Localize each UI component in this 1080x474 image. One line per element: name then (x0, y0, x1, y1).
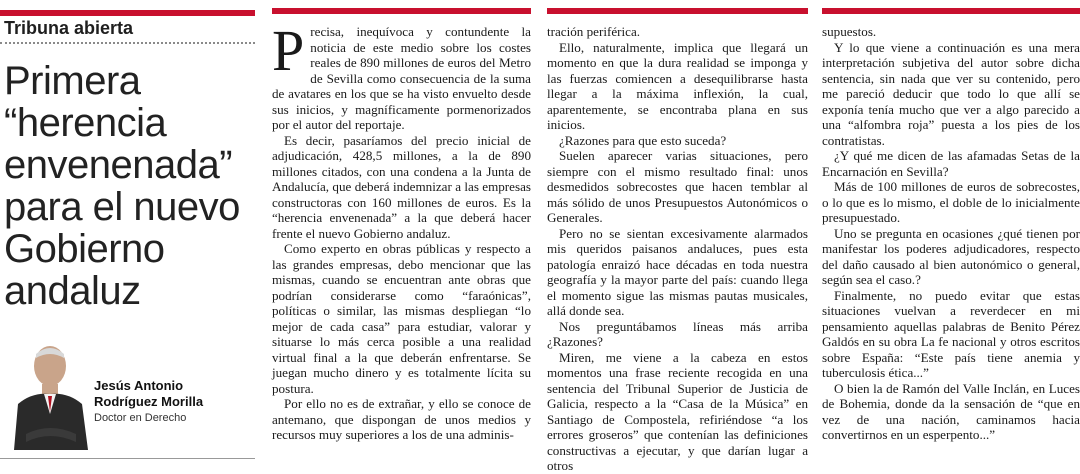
paragraph (272, 18, 531, 133)
paragraph: Nos preguntábamos líneas más arriba ¿Razones? (547, 318, 808, 349)
paragraph: Más de 100 millones de euros de sobrecostes, o lo que es lo mismo, el doble de lo inicialmente presupuestado. (822, 179, 1080, 225)
author-role: Doctor en Derecho (94, 412, 187, 424)
paragraph: Como experto en obras públicas y respecto a las grandes empresas, debo mencionar que las mismas, cuando se encuentran ante obras que podrían considerarse como “faraónicas”, políticas o similar, las mismas despliegan “lo mejor de cada casa” para estudiar, valorar y situarse lo más cerca posible a una realidad virtual final a la que deberán enfrentarse. Se juegan mucho dinero y es totalmente lícita su postura. (272, 241, 531, 396)
column-bar (272, 8, 531, 14)
headline-line: para el nuevo (4, 185, 240, 229)
paragraph: ¿Razones para que esto suceda? (559, 132, 727, 148)
paragraph: O bien la de Ramón del Valle Inclán, en Luces de Bohemia, donde da la sensación de “que en vez de una nación, caminamos hacia convertirnos en un esperpento...” (822, 380, 1080, 442)
headline-line: “herencia (4, 101, 167, 145)
paragraph: ¿Y qué me dicen de las afamadas Setas de la Encarnación en Sevilla? (822, 148, 1080, 179)
paragraph: Por ello no es de extrañar, y ello se conoce de antemano, que dispongan de unos medios y recursos muy superiores a los de una adminis- (272, 396, 531, 442)
paragraph: tración periférica. (547, 24, 641, 39)
dotted-divider (0, 42, 255, 44)
paragraph: Suelen aparecer varias situaciones, pero siempre con el mismo resultado final: unos desmedidos sobrecostes que hacen temblar al más sólido de unos Presupuestos Autonómicos o Generales. (547, 148, 808, 225)
paragraph: Es decir, pasaríamos del precio inicial de adjudicación, 428,5 millones, a la de 890 millones citados, con una condena a la Junta de Andalucía, que deberá indemnizar a las empresas constructoras con 160 millones de euros. Es la “herencia envenenada” a la que deberá hacer frente el nuevo Gobierno andaluz. (272, 132, 531, 241)
author-photo (12, 338, 90, 450)
paragraph: Y lo que viene a continuación es una mera interpretación subjetiva del autor sobre dicha sentencia, sin nada que ver su contenido, pero me pareció deducir que todo lo que allí se exponía tenía mucho que ver a algo parecido a una “alfombra roja” puesta a los pies de los contratistas. (822, 39, 1080, 148)
paragraph: Ello, naturalmente, implica que llegará un momento en que la dura realidad se imponga y las fuerzas comiencen a desequilibrarse hasta llegar a la máxima inflexión, la cual, aparentemente, se encontraba plana en sus inicios. (547, 39, 808, 132)
article-column-3 (822, 0, 1080, 467)
column-bar (547, 8, 808, 14)
paragraph: Pero no se sientan excesivamente alarmados mis queridos paisanos andaluces, pues esta patología enraizó hace décadas en toda nuestra geografía y la mayor parte del país: cuando llega el momento sigue las mismas pautas musicales, allá donde sea. (547, 225, 808, 318)
article-column-2 (547, 0, 808, 473)
paragraph: supuestos. (822, 24, 877, 39)
paragraph: Finalmente, no puedo evitar que estas situaciones vuelvan a reverdecer en mi pensamiento aquellas palabras de Benito Pérez Galdós en su obra La fe nacional y otros escritos sobre España: “Este país tiene anemia y tuberculosis ética...” (822, 287, 1080, 380)
column-text (272, 18, 531, 443)
headline (4, 60, 254, 312)
section-label: Tribuna abierta (4, 18, 134, 38)
column-text (547, 24, 808, 474)
section-bar (0, 10, 255, 16)
column-text (822, 24, 1080, 443)
headline-line: andaluz (4, 269, 141, 313)
paragraph-text: recisa, inequívoca y contundente la noticia de este medio sobre los costes reales de 890 millones de euros del Metro de Sevilla como consecuencia de la suma de avatares en los que se ha visto envuelto desde sus inicios, y magníficamente pormenorizados por el autor del reportaje. (272, 24, 531, 132)
paragraph: Uno se pregunta en ocasiones ¿qué tienen por manifestar los poderes adjudicadores, respecto del daño causado al bien autonómico o general, según sea el caso.? (822, 225, 1080, 287)
headline-line: Primera (4, 59, 141, 103)
article-column-1 (272, 0, 531, 467)
author-name-line: Jesús Antonio (94, 378, 184, 393)
headline-line: Gobierno (4, 227, 165, 271)
headline-line: envenenada” (4, 143, 233, 187)
left-panel (0, 0, 255, 467)
author-name-line: Rodríguez Morilla (94, 394, 204, 409)
bottom-rule (0, 458, 255, 459)
paragraph: Miren, me viene a la cabeza en estos momentos una frase reciente recogida en una sentencia del Tribunal Superior de Justicia de Galicia, respecto a la “Casa de la Música” en Santiago de Compostela, refiriéndose “a los errores groseros” que contenían las definiciones constructivas a ejecutar, y que darían lugar a otros (547, 349, 808, 473)
column-bar (822, 8, 1080, 14)
author-name (94, 378, 203, 410)
drop-cap: P (272, 18, 305, 83)
